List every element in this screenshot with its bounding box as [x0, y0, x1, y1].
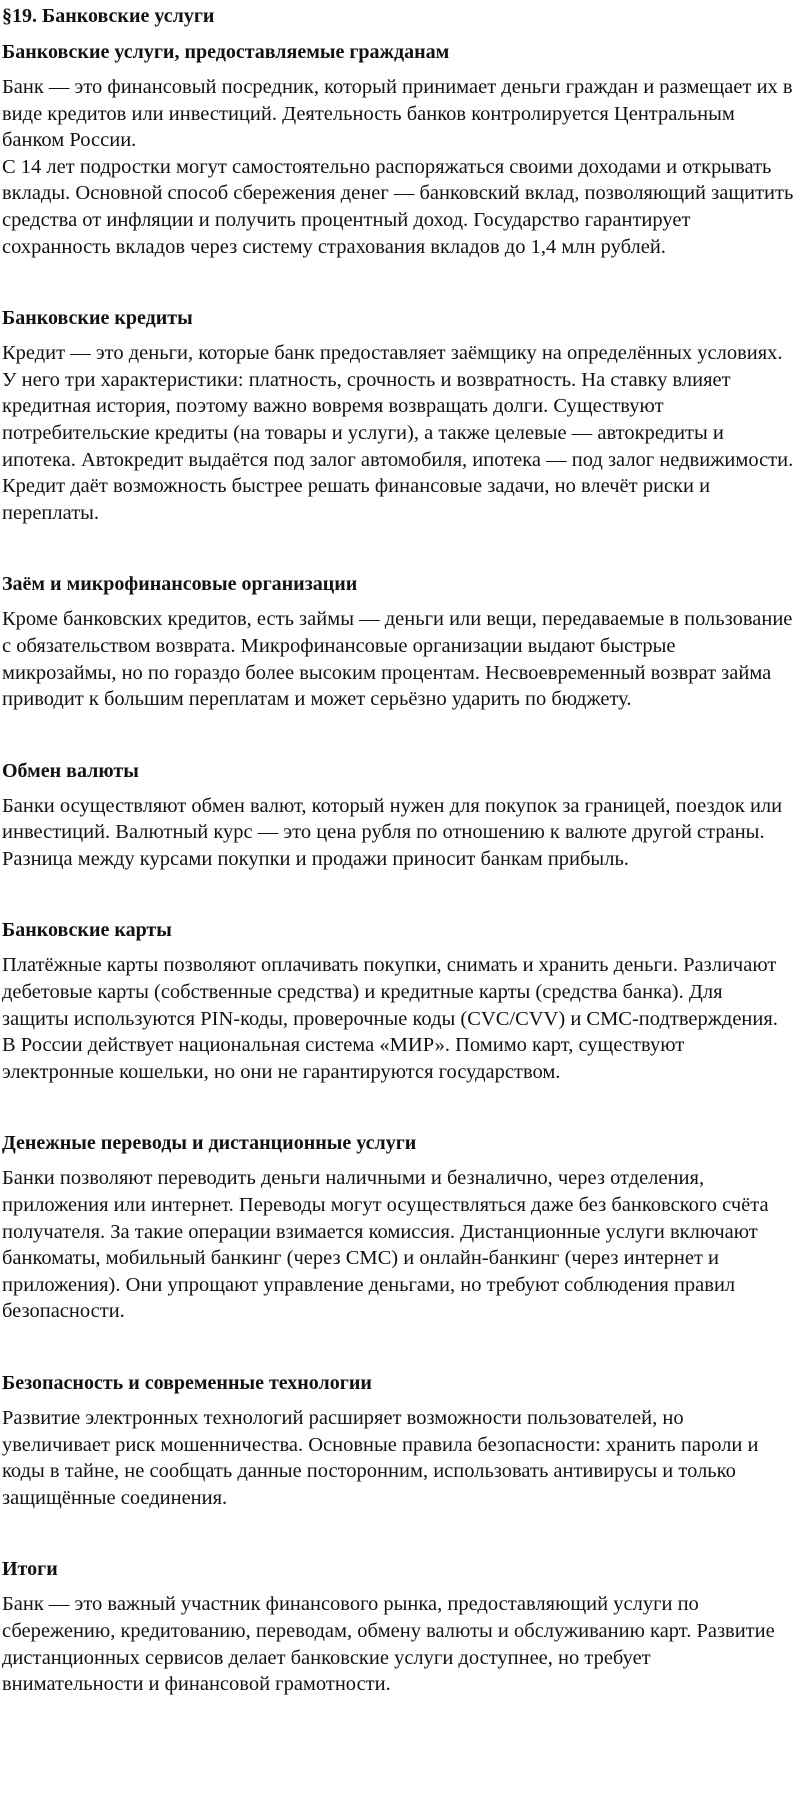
paragraph: Развитие электронных технологий расширяет возможности пользователей, но увеличивает риск мошенничества. Основные правила безопасности: хранить пароли и коды в тайне, не сообщать данные посторонним, использовать антивирусы и только защищённые соединения.: [2, 1407, 759, 1509]
section-heading: Банковские кредиты: [2, 307, 193, 330]
section-heading: Заём и микрофинансовые организации: [2, 573, 358, 596]
section-bank-services: [2, 38, 794, 260]
section-bank-cards: [2, 916, 794, 1085]
section-currency-exchange: [2, 757, 794, 873]
paragraph: Платёжные карты позволяют оплачивать покупки, снимать и хранить деньги. Различают дебетовые карты (собственные средства) и кредитные карты (средства банка). Для защиты используются PIN-коды, проверочные коды (CVC/CVV) и СМС-подтверждения.: [2, 954, 778, 1030]
paragraph: Банки осуществляют обмен валют, который нужен для покупок за границей, поездок или инвестиций. Валютный курс — это цена рубля по отношению к валюте другой страны. Разница между курсами покупки и продажи приносит банкам прибыль.: [2, 794, 783, 870]
section-summary: [2, 1555, 794, 1697]
section-heading: Банковские карты: [2, 919, 172, 942]
section-security-tech: [2, 1369, 794, 1511]
section-heading: Денежные переводы и дистанционные услуги: [2, 1132, 417, 1155]
section-loans-microfinance: [2, 570, 794, 712]
paragraph: Банк — это важный участник финансового рынка, предоставляющий услуги по сбережению, кредитованию, переводам, обмену валюты и обслуживанию карт. Развитие дистанционных сервисов делает банковские услуги доступнее, но требует внимательности и финансовой грамотности.: [2, 1593, 775, 1696]
paragraph: Кроме банковских кредитов, есть займы — деньги или вещи, передаваемые в пользование с обязательством возврата. Микрофинансовые организации выдают быстрые микрозаймы, но по гораздо более высоким процентам. Несвоевременный возврат займа приводит к большим переплатам и может серьёзно ударить по бюджету.: [2, 608, 793, 711]
section-heading: Итоги: [2, 1558, 58, 1581]
paragraph: Кредит — это деньги, которые банк предоставляет заёмщику на определённых условиях. У него три характеристики: платность, срочность и возвратность. На ставку влияет кредитная история, поэтому важно вовремя возвращать долги. Существуют потребительские кредиты (на товары и услуги), а также целевые — автокредиты и ипотека. Автокредит выдаётся под залог автомобиля, ипотека — под залог недвижимости. Кредит даёт возможность быстрее решать финансовые задачи, но влечёт риски и переплаты.: [2, 342, 794, 524]
paragraph: С 14 лет подростки могут самостоятельно распоряжаться своими доходами и открывать вклады. Основной способ сбережения денег — банковский вклад, позволяющий защитить средства от инфляции и получить процентный доход. Государство гарантирует сохранность вкладов через систему страхования вкладов до 1,4 млн рублей.: [2, 155, 794, 258]
section-heading: Безопасность и современные технологии: [2, 1372, 372, 1394]
section-heading: Банковские услуги, предоставляемые гражданам: [2, 41, 450, 63]
paragraph: Банки позволяют переводить деньги наличными и безналично, через отделения, приложения или интернет. Переводы могут осуществляться даже без банковского счёта получателя. За такие операции взимается комиссия. Дистанционные услуги включают банкоматы, мобильный банкинг (через СМС) и онлайн-банкинг (через интернет и приложения). Они упрощают управление деньгами, но требуют соблюдения правил безопасности.: [2, 1167, 769, 1323]
paragraph: В России действует национальная система «МИР». Помимо карт, существуют электронные кошельки, но они не гарантируются государством.: [2, 1034, 685, 1083]
paragraph: Банк — это финансовый посредник, который принимает деньги граждан и размещает их в виде кредитов или инвестиций. Деятельность банков контролируется Центральным банком России.: [2, 76, 793, 152]
page-title: §19. Банковские услуги: [2, 5, 215, 27]
section-bank-credits: [2, 304, 794, 526]
section-heading: Обмен валюты: [2, 759, 139, 782]
section-transfers-remote: [2, 1129, 794, 1325]
